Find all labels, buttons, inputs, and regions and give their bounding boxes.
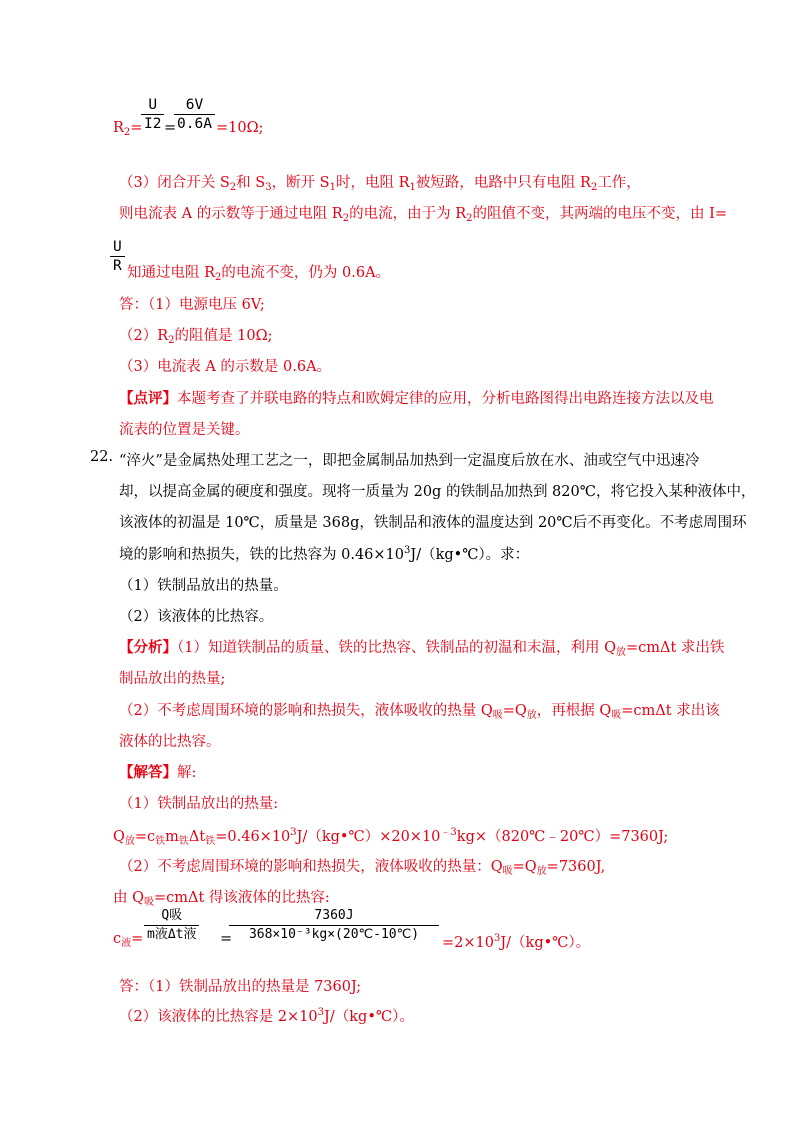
c-fraction-2: $\frac{7360J}{\text{368×10⁻³kg×(20℃-10℃)}}$ (229, 907, 439, 944)
q22-line1: “淬火”是金属热处理工艺之一，即把金属制品加热到一定温度后放在水、油或空气中迅速冷 (119, 453, 700, 469)
r2-fraction-2: $\frac{6V}{0.6A}$ (174, 96, 215, 133)
c-eq-2: = (220, 931, 233, 947)
q22-sub1: （1）铁制品放出的热量。 (119, 578, 288, 594)
r2-fraction-1: $\frac{U}{I2}$ (141, 96, 164, 133)
answer2-line1: 答：（1）铁制品放出的热量是 7360J; (119, 979, 362, 995)
p3-line3: 知通过电阻 $R_2$的电流不变，仍为 0.6A。 (127, 265, 391, 283)
c-liquid-label: $c_液=$ (113, 931, 144, 949)
comment-line1: 【点评】本题考查了并联电路的特点和欧姆定律的应用，分析电路图得出电路连接方法以及电 (119, 390, 714, 407)
analysis-line3: （2）不考虑周围环境的影响和热损失，液体吸收的热量 $Q_吸=Q_放$，再根据 $Q_吸=cm\Delta t$ 求出该 (119, 703, 720, 721)
answer1-line3: （3）电流表 A 的示数是 0.6A。 (119, 359, 332, 375)
p3-fraction: $\frac{U}{R}$ (110, 238, 125, 275)
q22-line4: 境的影响和热损失，铁的比热容为 $0.46\times 10^3J/(kg•℃)$。求： (119, 545, 530, 563)
q22-sub2: （2）该液体的比热容。 (119, 609, 274, 625)
q22-line3: 该液体的初温是 10℃，质量是 368g，铁制品和液体的温度达到 20℃后不再变化。不考虑周围环 (119, 515, 747, 531)
r2-result: =10Ω; (216, 120, 264, 136)
solution-step2: （2）不考虑周围环境的影响和热损失，液体吸收的热量：$Q_吸=Q_放=7360J$, (119, 859, 606, 877)
q22-number: 22. (90, 449, 114, 465)
c-fraction-1: Q吸 m液Δt液 (144, 907, 199, 944)
solution-heading: 【解答】解: (119, 764, 197, 781)
answer1-line1: 答：（1）电源电压 6V; (119, 297, 265, 313)
c-result: $=2\times 10^3J/(kg•℃)$。 (442, 933, 591, 951)
analysis-line1: 【分析】（1）知道铁制品的质量、铁的比热容、铁制品的初温和末温，利用 $Q_放=cm\Delta t$ 求出铁 (119, 639, 725, 658)
answer1-line2: $(2)R_2$的阻值是 10Ω; (119, 328, 273, 346)
q22-line2: 却，以提高金属的硬度和强度。现将一质量为 20g 的铁制品加热到 820℃，将它投入某种液体中， (119, 484, 756, 500)
p3-line1: （3）闭合开关 $S_2$和 $S_3$，断开 $S_1$时，电阻 $R_1$被短路，电路中只有电阻 $R_2$工作， (119, 175, 641, 193)
solution-step1: （1）铁制品放出的热量: (119, 796, 279, 812)
solution-step3: 由 $Q_吸=cm\Delta t$ 得该液体的比热容: (113, 890, 330, 908)
comment-line2: 流表的位置是关键。 (119, 422, 250, 438)
r2-label: $R_2=$ (113, 120, 143, 138)
p3-line2: 则电流表 A 的示数等于通过电阻 $R_2$的电流，由于为 $R_2$的阻值不变，其两端的电压不变，由 I= (119, 206, 727, 224)
solution-formula1: $Q_放=c_铁m_铁\Delta t_铁=0.46\times 10^3J/(kg•℃)\times 20\times 10^{﹣3}kg\times(820℃﹣20℃)=7360J$; (113, 827, 669, 847)
answer2-line2: （2）该液体的比热容是 $2\times 10^3J/(kg•℃)$。 (119, 1007, 414, 1025)
analysis-line2: 制品放出的热量; (119, 671, 226, 687)
r2-eq-2: = (164, 120, 177, 136)
analysis-line4: 液体的比热容。 (119, 734, 221, 750)
